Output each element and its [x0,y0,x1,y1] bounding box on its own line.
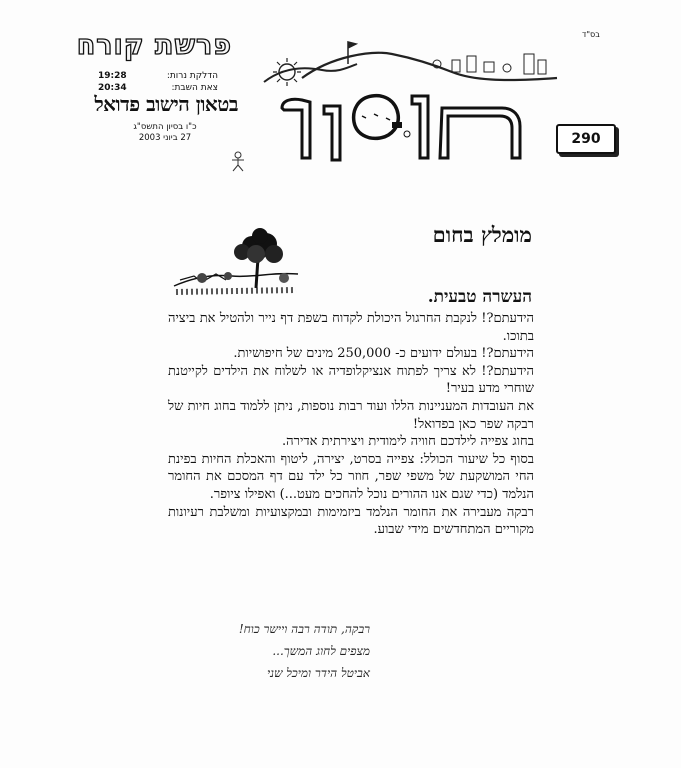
paragraph: הידעתם?! לנקבת החרגול היכולת לקדוח בשפת דף נייר ולהטיל את ביציה בתוכו. [168,311,534,344]
paragraph: רבקה מעבירה את החומר הנלמד ביזמימות ובמקצועיות ומשלבת רעיונות מקוריים המתחדשים מידי שבוע. [168,504,534,538]
masthead-logo [262,38,562,188]
article-title: מומלץ בחום [432,222,532,247]
corner-mark: בס"ד [582,30,600,39]
signature-line: רבקה, תודה רבה ויישר כוח! [238,622,370,636]
tree-illustration [172,228,300,304]
signature-line: מצפים לחוג המשך... [272,644,370,658]
signature-line: אביטל הידר ומיכל שני [266,666,370,680]
paragraph: בחוג צפייה לילדכם חוויה לימודית ויצירתית אדירה. [282,434,534,450]
shabbat-out-time: 20:34 [98,83,127,93]
parasha-title: פרשת קורח [76,30,232,61]
publication-host: בטאון הישוב פדואל [94,92,238,116]
paragraph: את העובדות המעניינות הללו ועוד רבות נוספות, ניתן ללמוד בחוג חיות של רבקה שפר כאן בפדואל! [168,398,534,432]
shabbat-times [98,70,218,94]
shabbat-out-label: צאת השבת: [171,83,218,93]
hebrew-date: כ"ו בסיון התשס"ג [133,122,197,132]
candle-lighting-row [98,70,218,82]
paragraph: הידעתם?! לא צריך לפתוח אנציקלופדיה או לשלוח את הילדים לקייטנת שוחרי מדע בעיר! [168,363,534,397]
civil-date: 27 ביוני 2003 [138,133,192,143]
handwritten-signature [170,618,370,684]
article-subtitle: העשרה טבעית. [427,287,532,307]
issue-number-badge: 290 [556,124,616,154]
article-body [168,310,534,539]
issue-dates [100,122,230,144]
candle-label: הדלקת נרות: [166,71,218,81]
paragraph: הידעתם?! בעולם ידועים כ- 250,000 מינים של חיפושיות. [233,346,534,362]
dancing-figure-icon [226,150,250,172]
candle-time: 19:28 [98,71,127,81]
paragraph: בסוף כל שיעור הכולל: צפייה בסרט, יצירה, ליטוף והאכלת החיות בפינת החי המושקעת של משפי שפר, חוזר כל ילד עם דף המסכם את החומר הנלמד (כדי שגם אנו ההורים נוכל להחכים מעט...) ואפילו ציופר. [168,451,534,502]
